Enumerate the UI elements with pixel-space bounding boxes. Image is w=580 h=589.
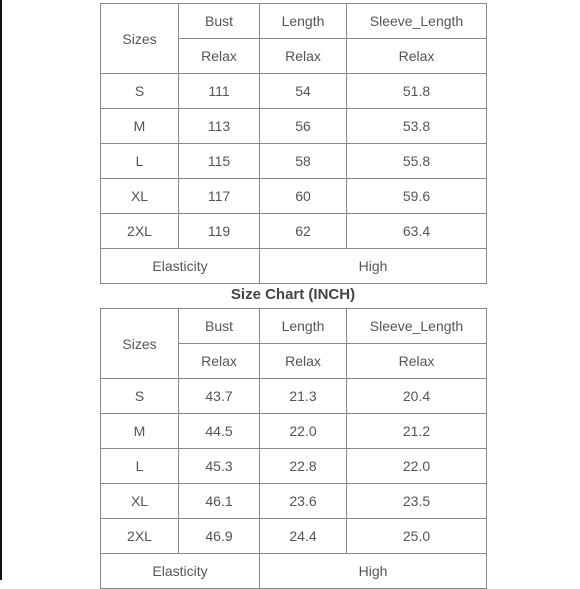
table-header-row — [101, 309, 487, 344]
cell-sleeve: 53.8 — [347, 109, 487, 144]
table-row — [101, 414, 487, 449]
subheader-relax: Relax — [260, 344, 347, 379]
header-sizes: Sizes — [101, 4, 179, 74]
cell-size: XL — [101, 484, 179, 519]
cell-length: 60 — [260, 179, 347, 214]
cell-size: XL — [101, 179, 179, 214]
elasticity-row — [101, 249, 487, 284]
elasticity-row — [101, 554, 487, 589]
size-table-inch — [100, 308, 487, 589]
subheader-relax: Relax — [347, 39, 487, 74]
elasticity-label: Elasticity — [101, 249, 260, 284]
subheader-relax: Relax — [347, 344, 487, 379]
cell-sleeve: 21.2 — [347, 414, 487, 449]
header-bust: Bust — [179, 4, 260, 39]
cell-size: 2XL — [101, 214, 179, 249]
cell-length: 22.8 — [260, 449, 347, 484]
table-row — [101, 484, 487, 519]
elasticity-value: High — [260, 249, 487, 284]
header-sleeve-length: Sleeve_Length — [347, 4, 487, 39]
cell-sleeve: 59.6 — [347, 179, 487, 214]
subheader-relax: Relax — [179, 39, 260, 74]
header-length: Length — [260, 309, 347, 344]
cell-bust: 43.7 — [179, 379, 260, 414]
cell-size: S — [101, 74, 179, 109]
cell-size: M — [101, 109, 179, 144]
table-row — [101, 379, 487, 414]
cell-length: 24.4 — [260, 519, 347, 554]
cell-size: S — [101, 379, 179, 414]
table-header-row — [101, 4, 487, 39]
cell-size: 2XL — [101, 519, 179, 554]
table-row — [101, 144, 487, 179]
cell-length: 58 — [260, 144, 347, 179]
cell-bust: 44.5 — [179, 414, 260, 449]
cell-length: 54 — [260, 74, 347, 109]
table-row — [101, 179, 487, 214]
table-row — [101, 214, 487, 249]
table-row — [101, 519, 487, 554]
cell-bust: 117 — [179, 179, 260, 214]
cell-length: 21.3 — [260, 379, 347, 414]
cell-sleeve: 22.0 — [347, 449, 487, 484]
cell-size: M — [101, 414, 179, 449]
header-length: Length — [260, 4, 347, 39]
cell-size: L — [101, 449, 179, 484]
header-sleeve-length: Sleeve_Length — [347, 309, 487, 344]
elasticity-value: High — [260, 554, 487, 589]
cell-sleeve: 63.4 — [347, 214, 487, 249]
subheader-relax: Relax — [260, 39, 347, 74]
cell-length: 22.0 — [260, 414, 347, 449]
cell-length: 23.6 — [260, 484, 347, 519]
cell-sleeve: 55.8 — [347, 144, 487, 179]
header-bust: Bust — [179, 309, 260, 344]
cell-sleeve: 20.4 — [347, 379, 487, 414]
cell-bust: 113 — [179, 109, 260, 144]
cell-length: 56 — [260, 109, 347, 144]
cell-bust: 119 — [179, 214, 260, 249]
cell-sleeve: 51.8 — [347, 74, 487, 109]
elasticity-label: Elasticity — [101, 554, 260, 589]
cell-sleeve: 25.0 — [347, 519, 487, 554]
size-table-cm — [100, 3, 487, 284]
left-border-line — [0, 0, 2, 580]
cell-bust: 45.3 — [179, 449, 260, 484]
cell-sleeve: 23.5 — [347, 484, 487, 519]
cell-bust: 46.1 — [179, 484, 260, 519]
inch-chart-title: Size Chart (INCH) — [230, 286, 356, 303]
cell-bust: 46.9 — [179, 519, 260, 554]
table-row — [101, 449, 487, 484]
table-row — [101, 74, 487, 109]
cell-bust: 111 — [179, 74, 260, 109]
table-row — [101, 109, 487, 144]
header-sizes: Sizes — [101, 309, 179, 379]
cell-size: L — [101, 144, 179, 179]
cell-bust: 115 — [179, 144, 260, 179]
subheader-relax: Relax — [179, 344, 260, 379]
cell-length: 62 — [260, 214, 347, 249]
